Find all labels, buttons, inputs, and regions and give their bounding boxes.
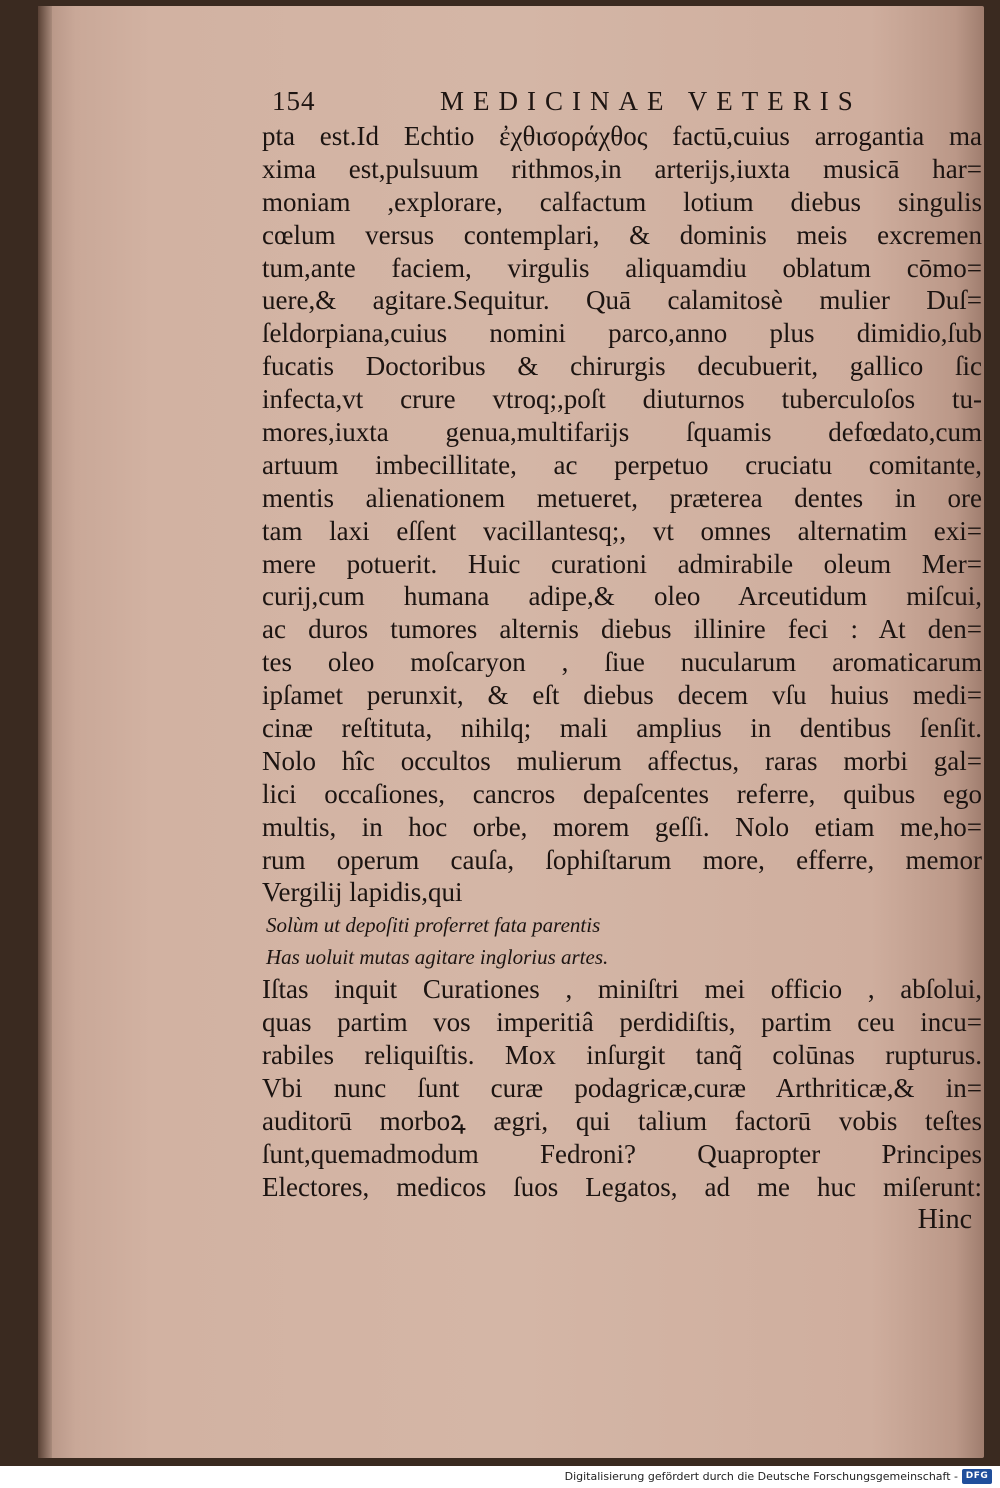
text-line: rum operum cauſa, ſophiſtarum more, efferre, memor [262,844,982,875]
text-line: mere potuerit. Huic curationi admirabile oleum Mer= [262,548,982,579]
text-block [262,120,982,1237]
catchword: Hinc [917,1203,972,1235]
text-line: cinæ reſtituta, nihilq; mali amplius in dentibus ſenſit. [262,713,982,744]
text-line: moniam ,explorare, calfactum lotium diebus singulis [262,186,982,217]
text-line: artuum imbecillitate, ac perpetuo cruciatu comitante, [262,449,982,480]
text-line: quas partim vos imperitiâ perdidiſtis, partim ceu incu= [262,1007,982,1038]
digitization-footer [0,1466,1000,1488]
funding-credit: Digitalisierung gefördert durch die Deutsche Forschungsgemeinschaft - [564,1470,958,1483]
dfg-logo-icon: DFG [962,1469,992,1484]
text-line: Iſtas inquit Curationes , miniſtri mei officio , abſolui, [262,974,982,1005]
text-line: curij,cum humana adipe,& oleo Arceutidum miſcui, [262,581,982,612]
text-line: lici occaſiones, cancros depaſcentes referre, quibus ego [262,778,982,809]
text-line: pta est.Id Echtio ἐχθισοράχθος factū,cuius arrogantia ma [262,121,982,151]
text-line: rabiles reliquiſtis. Mox inſurgit tanq̃ colūnas rupturus. [262,1040,982,1071]
page-number: 154 [272,86,316,116]
text-line: infecta,vt crure vtroq;,poſt diuturnos tuberculoſos tu- [262,384,982,415]
text-line: multis, in hoc orbe, morem geſſi. Nolo etiam me,ho= [262,811,982,842]
text-line: ſunt,quemadmodum Fedroni? Quapropter Principes [262,1138,982,1169]
verse-line: Solùm ut depoſiti proferret fata parentis [266,913,601,938]
text-line: xima est,pulsuum rithmos,in arterijs,iuxta musicā har= [262,153,982,184]
text-line: cœlum versus contemplari, & dominis meis excremen [262,219,982,250]
text-line: Vergilij lapidis,qui [262,877,463,908]
text-line: ac duros tumores alternis diebus illinire feci : At den= [262,614,982,645]
text-line: mentis alienationem metueret, præterea dentes in ore [262,482,982,513]
text-line: auditorū morboꝝ ægri, qui talium factorū vobis teſtes [262,1105,982,1136]
verse-line: Has uoluit mutas agitare inglorius artes. [266,945,609,970]
text-line: Vbi nunc ſunt curæ podagricæ,curæ Arthriticæ,& in= [262,1073,982,1104]
text-line: Electores, medicos ſuos Legatos, ad me huc miſerunt: [262,1171,982,1202]
text-line: ipſamet perunxit, & eſt diebus decem vſu huius medi= [262,680,982,711]
text-line: tam laxi eſſent vacillantesq;, vt omnes alternatim exi= [262,515,982,546]
text-line: Nolo hîc occultos mulierum affectus, raras morbi gal= [262,745,982,776]
text-line: ſeldorpiana,cuius nomini parco,anno plus dimidio,ſub [262,318,982,349]
running-head: MEDICINAE VETERIS [440,86,862,116]
text-line: fucatis Doctoribus & chirurgis decubuerit, gallico ſic [262,351,982,382]
text-line: tes oleo moſcaryon , ſiue nucularum aromaticarum [262,647,982,678]
text-line: uere,& agitare.Sequitur. Quā calamitosè mulier Duſ= [262,285,982,316]
text-line: tum,ante faciem, virgulis aliquamdiu oblatum cōmo= [262,252,982,283]
text-line: mores,iuxta genua,multifarijs ſquamis defœdato,cum [262,417,982,448]
page-gutter [38,6,52,1458]
